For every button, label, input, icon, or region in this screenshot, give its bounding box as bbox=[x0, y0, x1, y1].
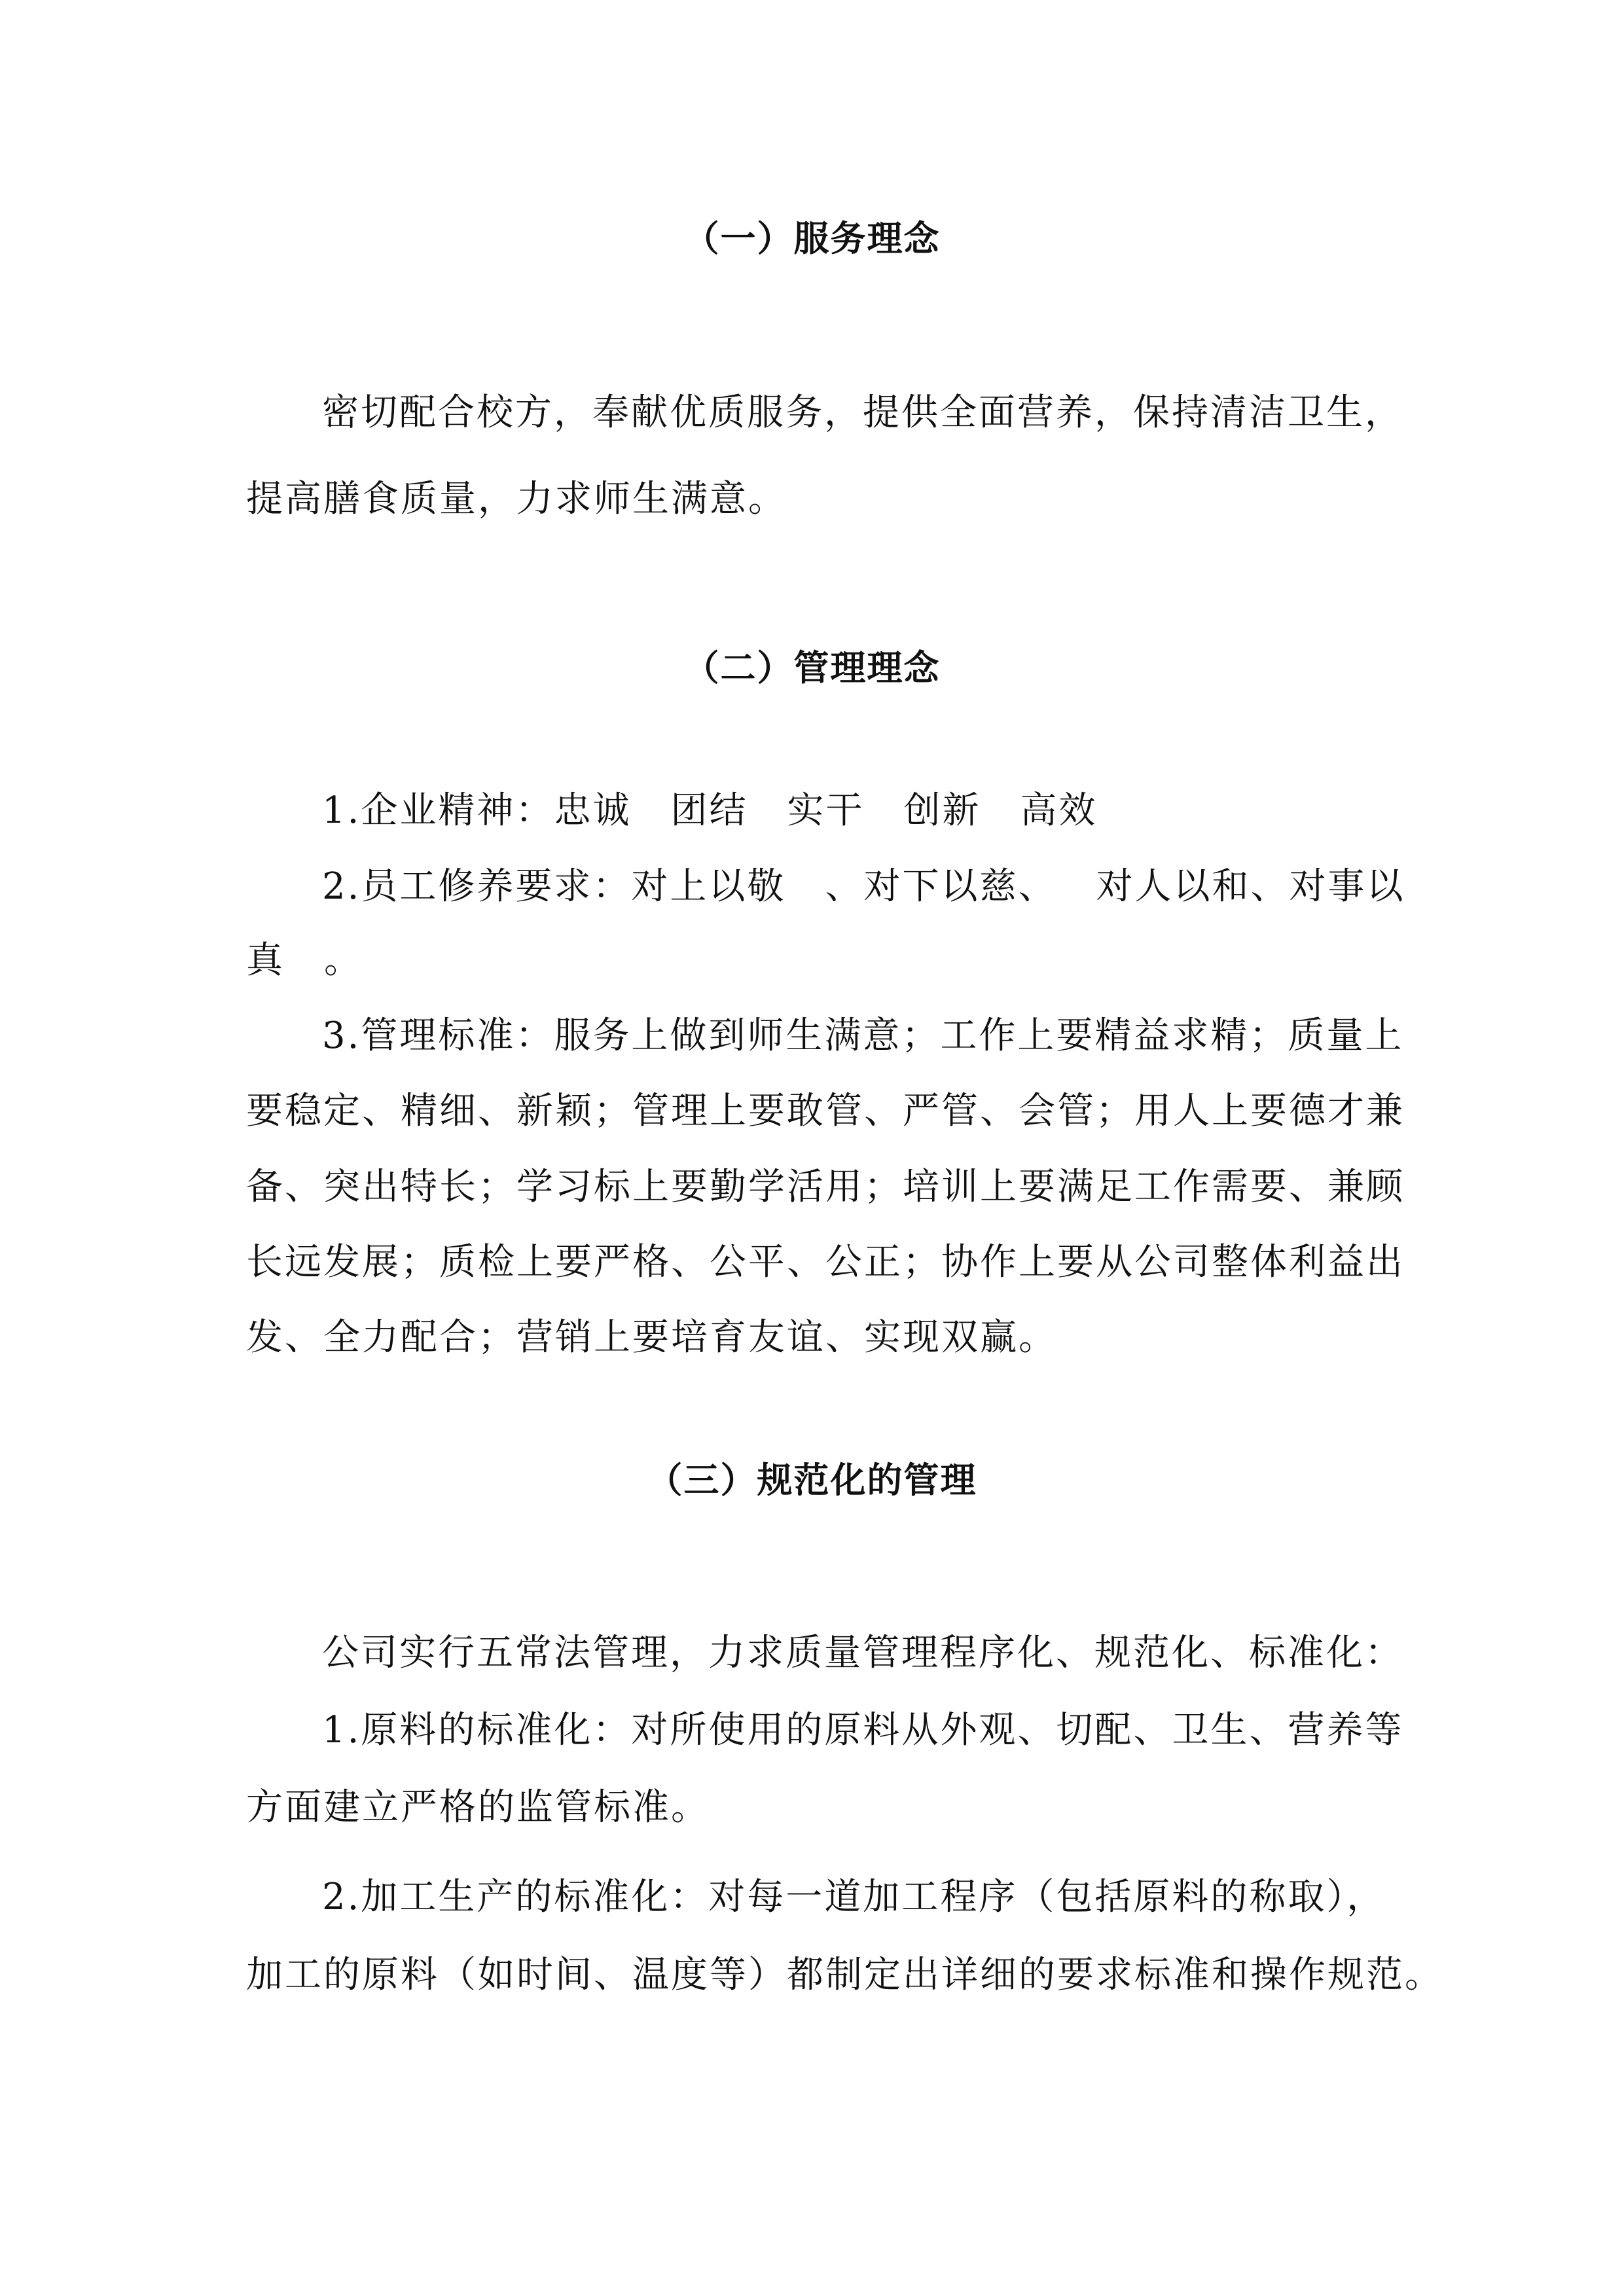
management-standard-line-4: 长远发展；质检上要严格、公平、公正；协作上要从公司整体利益出 bbox=[246, 1241, 1405, 1283]
management-standard-line-2: 要稳定、精细、新颖；管理上要敢管、严管、会管；用人上要德才兼 bbox=[246, 1090, 1405, 1132]
management-standard-line-5: 发、全力配合；营销上要培育友谊、实现双赢。 bbox=[246, 1316, 1057, 1359]
processing-line-2: 加工的原料（如时间、温度等）都制定出详细的要求标准和操作规范。 bbox=[246, 1954, 1443, 1996]
section-heading-management: （二）管理理念 bbox=[683, 647, 941, 689]
section-heading-service: （一）服务理念 bbox=[683, 218, 941, 259]
service-paragraph-line-2: 提高膳食质量，力求师生满意。 bbox=[246, 478, 787, 520]
raw-material-line-1: 1.原料的标准化：对所使用的原料从外观、切配、卫生、营养等 bbox=[322, 1709, 1404, 1751]
spirit-value: 实干 bbox=[787, 789, 865, 832]
staff-req-part: 2.员工修养要求：对上以敬 bbox=[322, 865, 786, 908]
staff-req-part: 、对下以慈、 bbox=[825, 865, 1057, 908]
spirit-value: 创新 bbox=[903, 789, 981, 832]
staff-requirements-line-2 bbox=[246, 938, 363, 984]
management-standard-line-3: 备、突出特长；学习标上要勤学活用；培训上要满足工作需要、兼顾 bbox=[246, 1166, 1405, 1208]
raw-material-line-2: 方面建立严格的监管标准。 bbox=[246, 1786, 710, 1829]
staff-requirements-line-1 bbox=[322, 864, 1405, 910]
staff-req-part: 。 bbox=[324, 939, 363, 982]
spirit-value: 高效 bbox=[1020, 789, 1098, 832]
management-standard-line-1: 3.管理标准：服务上做到师生满意；工作上要精益求精；质量上 bbox=[322, 1014, 1404, 1057]
service-paragraph-line-1: 密切配合校方，奉献优质服务，提供全面营养，保持清洁卫生， bbox=[322, 391, 1403, 434]
section-heading-standardized: （三）规范化的管理 bbox=[647, 1460, 977, 1501]
spirit-value: 忠诚 bbox=[554, 789, 632, 832]
staff-req-part: 真 bbox=[246, 939, 285, 982]
processing-line-1: 2.加工生产的标准化：对每一道加工程序（包括原料的称取）， bbox=[322, 1876, 1386, 1918]
staff-req-part: 对人以和、对事以 bbox=[1096, 865, 1405, 908]
enterprise-spirit-prefix: 1.企业精神： bbox=[322, 789, 554, 832]
enterprise-spirit-line bbox=[322, 788, 1097, 834]
standardization-intro: 公司实行五常法管理，力求质量管理程序化、规范化、标准化： bbox=[322, 1632, 1403, 1674]
spirit-value: 团结 bbox=[670, 789, 748, 832]
